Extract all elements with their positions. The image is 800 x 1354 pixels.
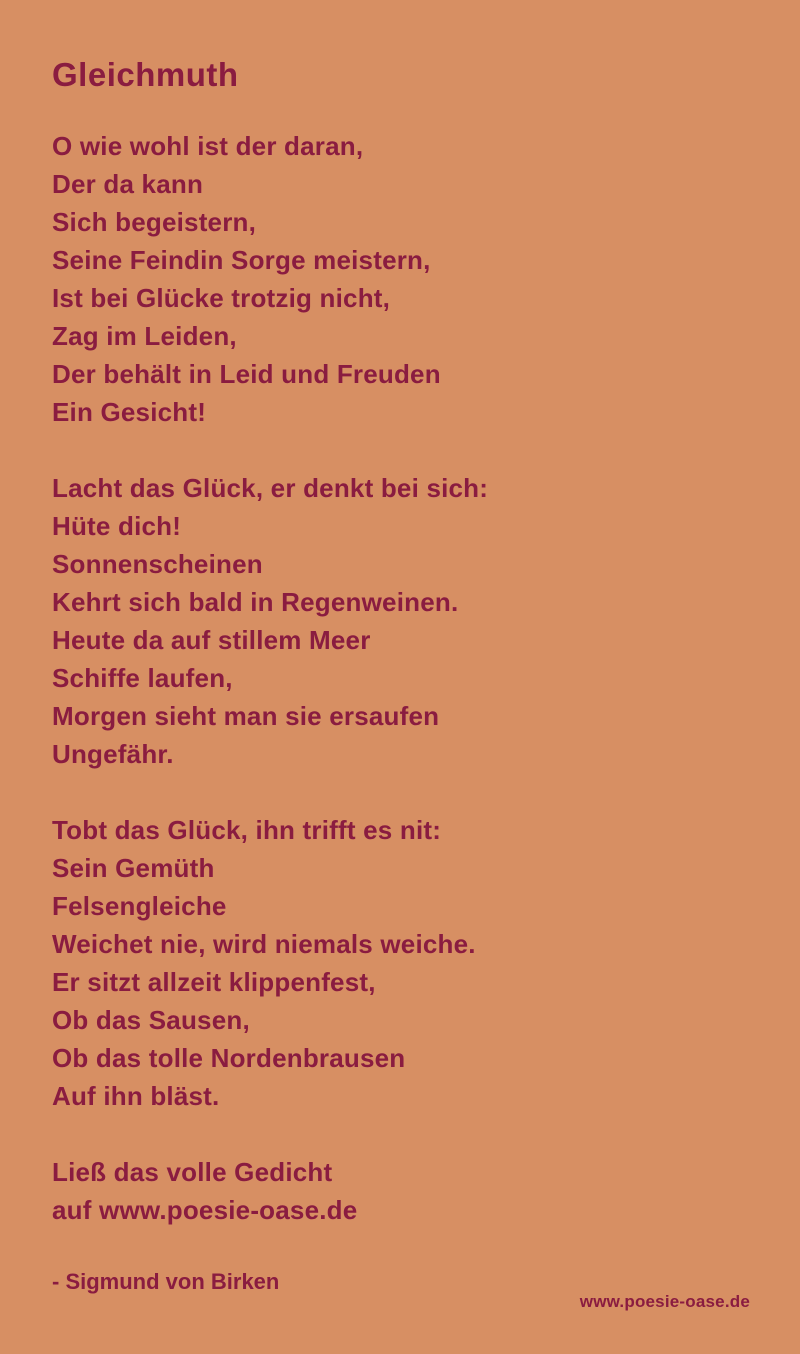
poem-line: Lacht das Glück, er denkt bei sich: [52,472,489,503]
poem-line: Ist bei Glücke trotzig nicht, [52,282,391,313]
poem-line: Weichet nie, wird niemals weiche. [52,928,476,959]
site-watermark: www.poesie-oase.de [579,1292,750,1311]
poem-stanza-1 [52,127,760,431]
poem-line: Felsengleiche [52,890,227,921]
poem-line: Der da kann [52,168,204,199]
poem-line: Hüte dich! [52,510,182,541]
poem-line: Ob das Sausen, [52,1004,250,1035]
cta-text [52,1153,760,1229]
poem-line: Heute da auf stillem Meer [52,624,371,655]
poem-line: Schiffe laufen, [52,662,233,693]
poem-line: Tobt das Glück, ihn trifft es nit: [52,814,442,845]
poem-line: Morgen sieht man sie ersaufen [52,700,440,731]
poem-line: Ob das tolle Nordenbrausen [52,1042,406,1073]
poem-stanza-3 [52,811,760,1115]
poem-line: Sein Gemüth [52,852,215,883]
poem-line: Ungefähr. [52,738,174,769]
poem-line: Seine Feindin Sorge meistern, [52,244,431,275]
poem-line: Ein Gesicht! [52,396,207,427]
poem-line: Er sitzt allzeit klippenfest, [52,966,376,997]
poem-stanza-2 [52,469,760,773]
cta-line: Ließ das volle Gedicht [52,1156,333,1187]
poem-line: Zag im Leiden, [52,320,237,351]
poem-line: Sonnenscheinen [52,548,263,579]
poem-line: Auf ihn bläst. [52,1080,220,1111]
poem-line: Kehrt sich bald in Regenweinen. [52,586,459,617]
poem-title: Gleichmuth [52,56,239,93]
poem-author: - Sigmund von Birken [52,1268,280,1294]
cta-line: auf www.poesie-oase.de [52,1194,358,1225]
poem-line: O wie wohl ist der daran, [52,130,364,161]
poem-line: Der behält in Leid und Freuden [52,358,441,389]
poem-line: Sich begeistern, [52,206,257,237]
